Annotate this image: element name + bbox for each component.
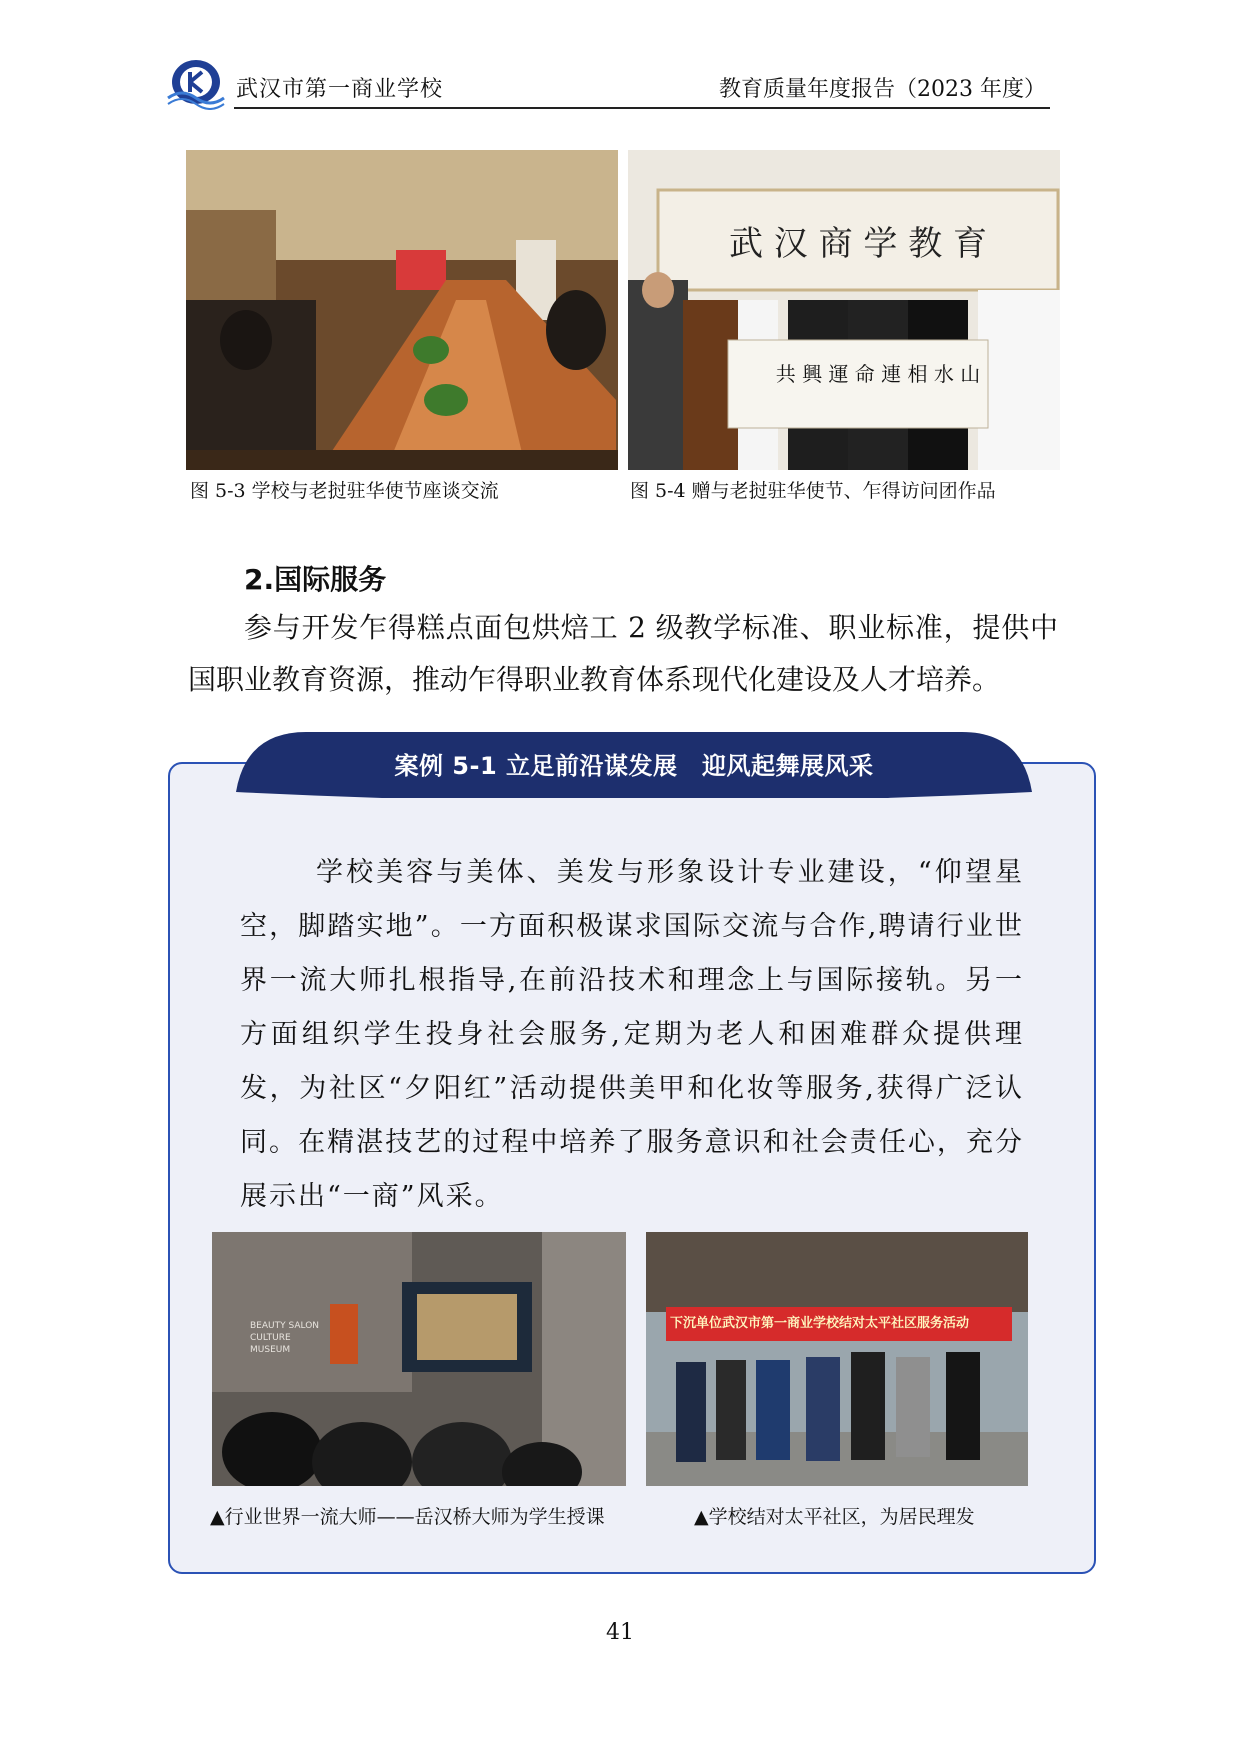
case-title: 案例 5-1 立足前沿谋发展 迎风起舞展风采 (394, 752, 874, 780)
case-paragraph: 学校美容与美体、美发与形象设计专业建设，“仰望星空，脚踏实地”。一方面积极谋求国际交流与合作,聘请行业世界一流大师扎根指导,在前沿技术和理念上与国际接轨。另一方面组织学生投身社会服务,定期为老人和困难群众提供理发，为社区“夕阳红”活动提供美甲和化妆等服务,获得广泛认同。在精湛技艺的过程中培养了服务意识和社会责任心，充分展示出“一商”风采。 (240, 857, 1024, 1212)
photo-community-haircut (646, 1232, 1028, 1486)
photo-meeting-laos-envoys (186, 150, 618, 470)
calligraphy-scroll-text: 共 興 運 命 連 相 水 山 (775, 362, 981, 386)
case-photo-caption: ▲学校结对太平社区，为居民理发 (694, 1506, 975, 1528)
svg-text:武 汉 商 学 教 育: 武 汉 商 学 教 育 (728, 224, 988, 264)
section-paragraph: 参与开发乍得糕点面包烘焙工 2 级教学标准、职业标准，提供中国职业教育资源，推动乍得职业教育体系现代化建设及人才培养。 (188, 611, 1058, 696)
section-title: 2.国际服务 (244, 563, 387, 596)
school-logo-icon (166, 58, 226, 110)
figure-caption: 图 5-4 赠与老挝驻华使节、乍得访问团作品 (630, 480, 996, 502)
school-name: 武汉市第一商业学校 (236, 77, 444, 102)
header-divider (234, 107, 1050, 109)
page-number: 41 (606, 1620, 634, 1645)
case-photo-caption: ▲行业世界一流大师——岳汉桥大师为学生授课 (210, 1506, 605, 1528)
museum-sign-text: BEAUTY SALON CULTURE MUSEUM (250, 1321, 320, 1355)
photo-calligraphy-gift (628, 150, 1060, 470)
community-banner-text: 下沉单位武汉市第一商业学校结对太平社区服务活动 (670, 1316, 970, 1331)
figure-caption: 图 5-3 学校与老挝驻华使节座谈交流 (190, 480, 499, 502)
report-title: 教育质量年度报告（2023 年度） (719, 77, 1046, 102)
page-header (160, 48, 1050, 112)
photo-master-teaching (212, 1232, 626, 1486)
